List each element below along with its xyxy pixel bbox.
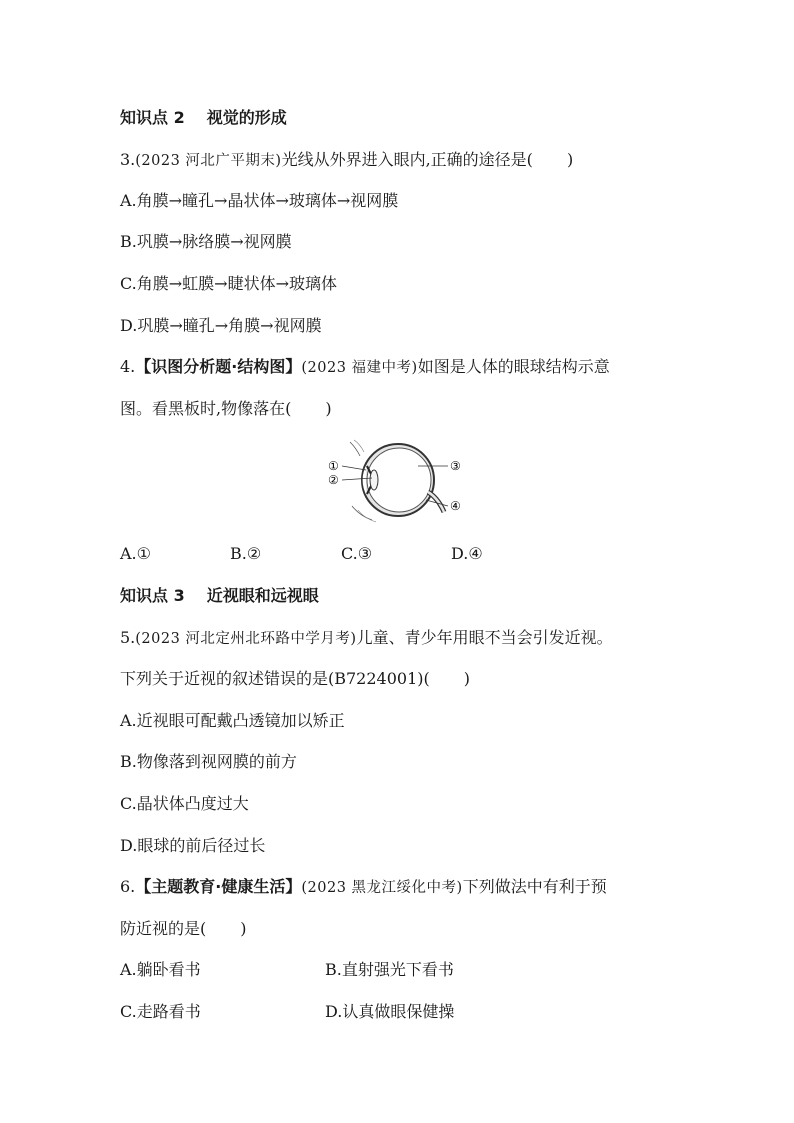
lens [370,470,378,490]
option-b: B.② [230,544,262,563]
section-number: 知识点 3 [120,586,185,605]
figure-label-2: ② [328,473,339,487]
section-heading-kp3 [120,586,319,606]
question-tag: 【识图分析题·结构图】 [135,357,302,376]
answer-paren-close: ) [463,669,470,688]
question-text: 下列做法中有利于预 [462,877,607,896]
section-number: 知识点 2 [120,108,185,127]
answer-paren-close: ) [240,919,247,938]
eyelash [354,440,364,452]
cornea [362,464,366,496]
option-a: A.① [120,544,151,563]
question-6-stem-line1 [120,877,607,898]
question-text: 如图是人体的眼球结构示意 [417,357,610,376]
option-c: C.③ [341,544,373,563]
eyelid-lower [352,506,372,520]
question-source: (2023 河北定州北环路中学月考) [135,631,357,647]
question-number: 3. [120,150,136,169]
option-c: C.走路看书 [120,1002,201,1021]
option-d: D.眼球的前后径过长 [120,836,266,855]
question-4-stem-line1 [120,357,610,378]
question-text: 下列关于近视的叙述错误的是(B7224001)( [120,669,430,688]
leader-line-1 [342,466,366,470]
section-heading-kp2 [120,108,287,128]
option-b: B.物像落到视网膜的前方 [120,752,297,771]
answer-paren-close: ) [566,150,574,169]
option-d: D.认真做眼保健操 [325,1002,455,1021]
question-source: (2023 河北广平期末) [135,153,282,169]
option-c: C.晶状体凸度过大 [120,794,249,813]
question-number: 5. [120,628,136,647]
section-title: 视觉的形成 [206,108,287,127]
option-a: A.躺卧看书 [120,960,201,979]
eyelash [358,510,376,522]
question-text: 儿童、青少年用眼不当会引发近视。 [356,628,613,647]
section-title: 近视眼和远视眼 [206,586,319,605]
option-b: B.直射强光下看书 [325,960,454,979]
question-5-stem-line1 [120,628,613,649]
option-d: D.④ [451,544,483,563]
option-d: D.巩膜→瞳孔→角膜→视网膜 [120,316,322,335]
option-b: B.巩膜→脉络膜→视网膜 [120,232,292,251]
question-number: 6. [120,877,136,896]
question-6-stem-line2 [120,919,247,939]
question-text: 光线从外界进入眼内,正确的途径是( [281,150,533,169]
question-5-stem-line2 [120,669,470,689]
option-a: A.近视眼可配戴凸透镜加以矫正 [120,711,345,730]
question-4-stem-line2 [120,399,332,419]
question-source: (2023 福建中考) [301,360,418,376]
question-text: 防近视的是( [120,919,207,938]
option-a: A.角膜→瞳孔→晶状体→玻璃体→视网膜 [120,191,399,210]
option-c: C.角膜→虹膜→睫状体→玻璃体 [120,274,337,293]
question-source: (2023 黑龙江绥化中考) [301,880,463,896]
question-text: 图。看黑板时,物像落在( [120,399,292,418]
question-number: 4. [120,357,136,376]
figure-label-4: ④ [450,499,461,513]
question-3-stem [120,150,573,171]
answer-paren-close: ) [325,399,332,418]
eyeball-structure-diagram [320,434,470,524]
figure-label-1: ① [328,459,339,473]
question-tag: 【主题教育·健康生活】 [135,877,302,896]
figure-label-3: ③ [450,459,461,473]
